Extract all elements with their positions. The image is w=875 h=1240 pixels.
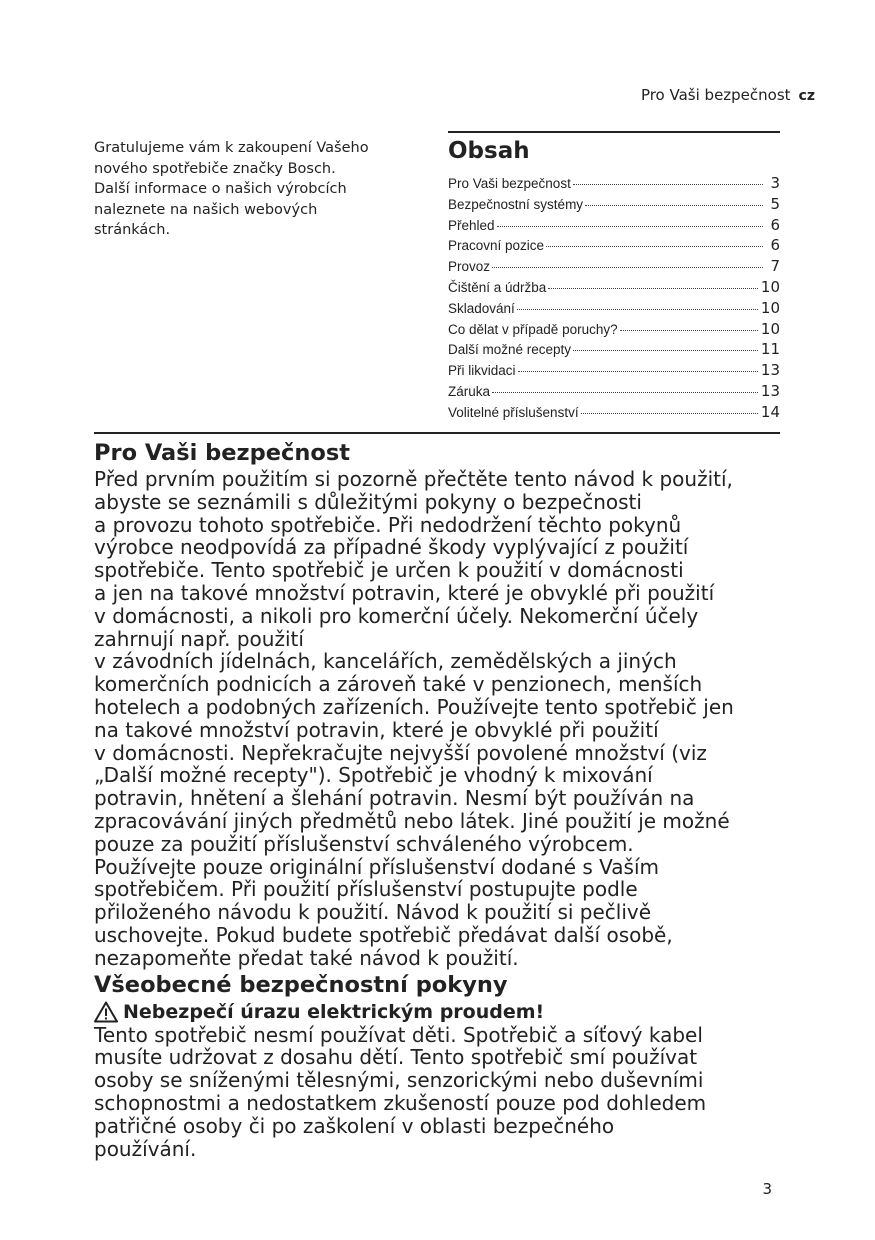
toc-item-page: 5: [770, 194, 780, 213]
toc-item[interactable]: [448, 361, 780, 382]
toc-leader-dots: [492, 267, 763, 268]
toc-item-page: 13: [760, 381, 780, 400]
toc-list: [448, 174, 780, 424]
intro-block: [94, 138, 414, 241]
toc-item-label: Další možné recepty: [448, 342, 572, 358]
toc-item-label: Přehled: [448, 217, 495, 233]
running-header: [641, 86, 815, 104]
toc-item[interactable]: [448, 382, 780, 403]
toc-item-page: 10: [760, 298, 780, 317]
toc-leader-dots: [573, 350, 758, 351]
toc-item[interactable]: [448, 340, 780, 361]
toc-item[interactable]: [448, 299, 780, 320]
toc-item-label: Při likvidaci: [448, 363, 516, 379]
toc-leader-dots: [620, 330, 758, 331]
toc-item-page: 10: [760, 319, 780, 338]
toc-item-page: 6: [770, 236, 780, 255]
header-section-title: Pro Vaši bezpečnost: [640, 86, 791, 104]
toc-item-label: Bezpečnostní systémy: [448, 196, 584, 212]
toc-leader-dots: [518, 371, 758, 372]
section-heading-general-safety: Všeobecné bezpečnostní pokyny: [94, 971, 508, 998]
toc-item[interactable]: [448, 257, 780, 278]
warning-heading: [94, 1000, 804, 1024]
toc-item[interactable]: [448, 216, 780, 237]
toc-item-label: Čištění a údržba: [448, 279, 547, 295]
toc-item[interactable]: [448, 403, 780, 424]
toc-title: Obsah: [448, 138, 530, 164]
toc-item-label: Pracovní pozice: [448, 238, 545, 254]
toc-leader-dots: [573, 184, 763, 185]
page-number: 3: [762, 1180, 772, 1198]
safety-paragraph: Před prvním použitím si pozorně přečtěte tento návod k použití, abyste se seznámili s důležitými pokyny o bezpečnosti a provozu tohoto spotřebiče. Při nedodržení těchto pokynů výrobce neodpovídá za případné škody vyplývající z použití spotřebiče. Tento spotřebič je určen k použití v domácnosti a jen na takové množství potravin, které je obvyklé při použití v domácnosti, a nikoli pro komerční účely. Nekomerční účely zahrnují např. použití v závodních jídelnách, kancelářích, zemědělských a jiných komerčních podnicích a zároveň také v penzionech, menších hotelech a podobných zařízeních. Používejte tento spotřebič jen na takové množství potravin, které je obvyklé při použití v domácnosti. Nepřekračujte nejvyšší povolené množství (viz „Další možné recepty"). Spotřebič je vhodný k mixování potravin, hnětení a šlehání potravin. Nesmí být používán na zpracovávání jiných předmětů nebo látek. Jiné použití je možné pouze za použití příslušenství schváleného výrobcem. Používejte pouze originální příslušenství dodané s Vaším spotřebičem. Při použití příslušenství postupujte podle přiloženého návodu k použití. Návod k použití si pečlivě uschovejte. Pokud budete spotřebič předávat další osobě, nezapomeňte předat také návod k použití.: [94, 467, 734, 970]
section-heading-safety: Pro Vaši bezpečnost: [94, 440, 350, 466]
toc-item-label: Co dělat v případě poruchy?: [448, 321, 618, 337]
general-safety-paragraph: Tento spotřebič nesmí používat děti. Spotřebič a síťový kabel musíte udržovat z dosahu dětí. Tento spotřebič smí používat osoby se sníženými tělesnými, senzorickými nebo duševními schopnostmi a nedostatkem zkušeností pouze pod dohledem patřičné osoby či po zaškolení v oblasti bezpečného používání.: [94, 1022, 707, 1161]
toc-item-page: 13: [760, 361, 780, 380]
toc-item-label: Skladování: [448, 300, 515, 316]
toc-item-page: 10: [760, 277, 780, 296]
toc-item-page: 6: [770, 215, 780, 234]
warning-text: Nebezpečí úrazu elektrickým proudem!: [123, 1000, 545, 1023]
intro-text: Gratulujeme vám k zakoupení Vašeho nového spotřebiče značky Bosch. Další informace o našich výrobcích naleznete na našich webových stránkách.: [94, 140, 369, 238]
toc-leader-dots: [585, 205, 763, 206]
toc-item[interactable]: [448, 320, 780, 341]
toc-item-label: Volitelné příslušenství: [448, 404, 579, 420]
toc-item-page: 3: [770, 174, 780, 192]
toc-item-page: 11: [760, 340, 780, 359]
warning-triangle-icon: [94, 1001, 118, 1023]
toc-item-page: 7: [770, 257, 780, 276]
toc-leader-dots: [546, 246, 763, 247]
toc-item-page: 14: [760, 402, 780, 421]
toc-item[interactable]: [448, 236, 780, 257]
toc-leader-dots: [497, 226, 763, 227]
table-of-contents: [448, 131, 780, 424]
toc-item[interactable]: [448, 278, 780, 299]
toc-item-label: Záruka: [448, 383, 491, 399]
section-divider: [94, 432, 780, 434]
toc-leader-dots: [492, 392, 758, 393]
toc-item-label: Provoz: [448, 259, 491, 275]
toc-item[interactable]: [448, 174, 780, 195]
toc-item-label: Pro Vaši bezpečnost: [448, 176, 571, 191]
main-content: [94, 438, 804, 1160]
toc-leader-dots: [581, 413, 758, 414]
toc-leader-dots: [548, 288, 758, 289]
toc-item[interactable]: [448, 195, 780, 216]
header-language-code: cz: [798, 88, 815, 104]
toc-leader-dots: [517, 309, 758, 310]
